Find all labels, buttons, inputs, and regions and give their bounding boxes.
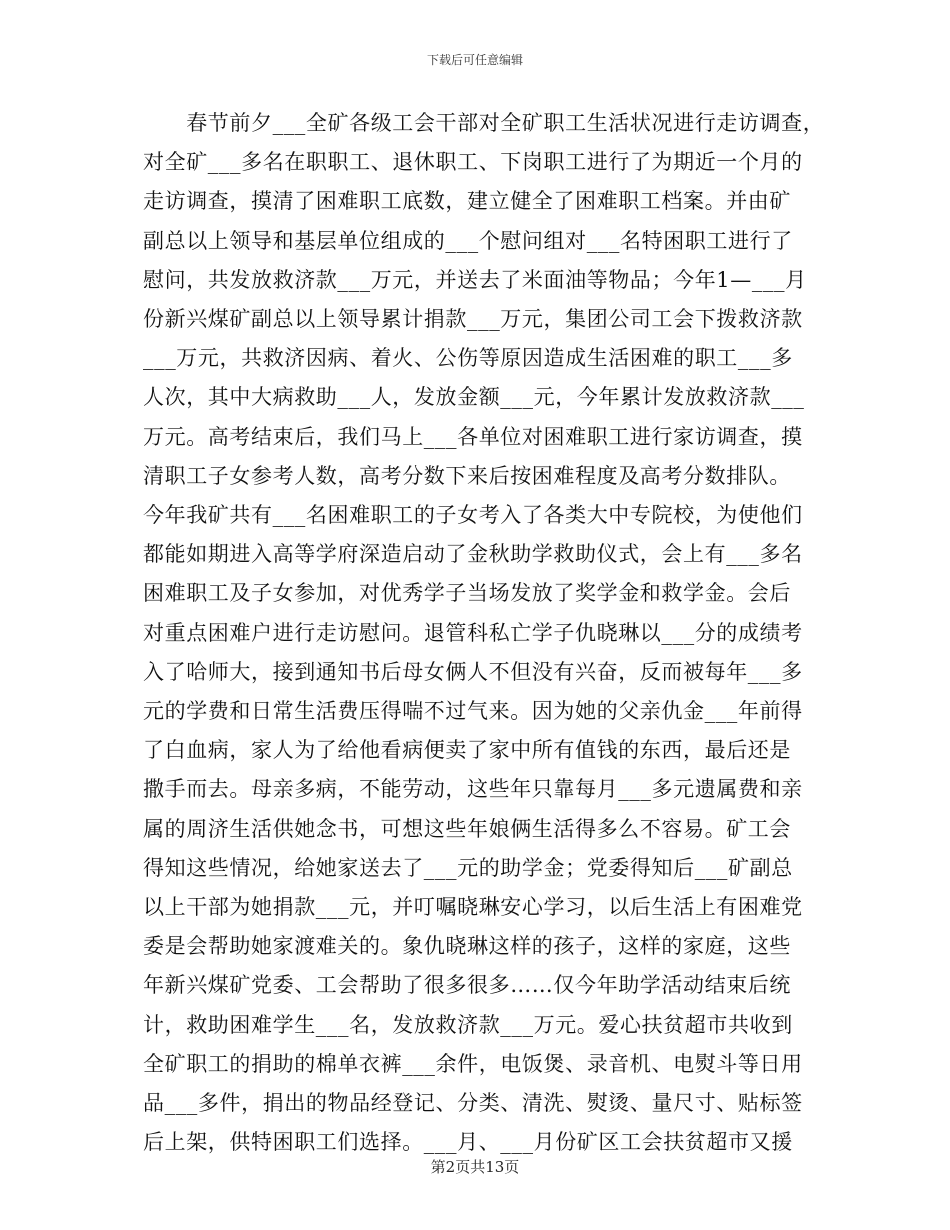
- text-line: 人次，其中大病救助___人，发放金额___元，今年累计发放救济款___: [143, 385, 805, 410]
- text-line: 委是会帮助她家渡难关的。象仇晓琳这样的孩子，这样的家庭，这些: [143, 934, 791, 959]
- text-line: 清职工子女参考人数，高考分数下来后按困难程度及高考分数排队。: [143, 463, 791, 488]
- text-line: 品___多件，捐出的物品经登记、分类、清洗、熨烫、量尺寸、贴标签: [143, 1091, 803, 1116]
- page-number-footer: 第2页共13页: [430, 1158, 520, 1176]
- text-line: 了白血病，家人为了给他看病便卖了家中所有值钱的东西，最后还是: [143, 738, 791, 763]
- text-line: 份新兴煤矿副总以上领导累计捐款___万元，集团公司工会下拨救济款: [143, 307, 803, 332]
- text-line: 撒手而去。母亲多病，不能劳动，这些年只靠每月___多元遗属费和亲: [143, 777, 803, 802]
- text-line: 以上干部为她捐款___元，并叮嘱晓琳安心学习，以后生活上有困难党: [143, 895, 803, 920]
- text-line: 年新兴煤矿党委、工会帮助了很多很多……仅今年助学活动结束后统: [143, 973, 791, 998]
- text-line: 慰问，共发放救济款___万元，并送去了米面油等物品；今年1—___月: [143, 267, 807, 292]
- text-line: 春节前夕___全矿各级工会干部对全矿职工生活状况进行走访调查，: [143, 111, 825, 135]
- text-line: 对重点困难户进行走访慰问。退管科私亡学子仇晓琳以___分的成绩考: [143, 620, 803, 645]
- text-line: 元的学费和日常生活费压得喘不过气来。因为她的父亲仇金___年前得: [143, 699, 803, 724]
- text-line: 得知这些情况，给她家送去了___元的助学金；党委得知后___矿副总: [143, 855, 793, 880]
- text-line: 万元。高考结束后，我们马上___各单位对困难职工进行家访调查，摸: [143, 424, 803, 449]
- text-line: 全矿职工的捐助的棉单衣裤___余件，电饭煲、录音机、电熨斗等日用: [143, 1051, 803, 1076]
- text-line: 后上架，供特困职工们选择。___月、___月份矿区工会扶贫超市又援: [143, 1130, 793, 1155]
- text-line: ___万元，共救济因病、着火、公伤等原因造成生活困难的职工___多: [143, 346, 793, 371]
- text-line: 计，救助困难学生___名，发放救济款___万元。爱心扶贫超市共收到: [143, 1012, 793, 1037]
- text-line: 属的周济生活供她念书，可想这些年娘俩生活得多么不容易。矿工会: [143, 816, 791, 841]
- text-line: 副总以上领导和基层单位组成的___个慰问组对___名特困职工进行了: [143, 228, 793, 253]
- text-line: 困难职工及子女参加，对优秀学子当场发放了奖学金和救学金。会后: [143, 581, 791, 606]
- text-line: 今年我矿共有___名困难职工的子女考入了各类大中专院校，为使他们: [143, 503, 803, 528]
- text-line: 入了哈师大，接到通知书后母女俩人不但没有兴奋，反而被每年___多: [143, 659, 803, 684]
- text-line: 走访调查，摸清了困难职工底数，建立健全了困难职工档案。并由矿: [143, 189, 791, 214]
- text-line: 对全矿___多名在职职工、退休职工、下岗职工进行了为期近一个月的: [143, 150, 803, 175]
- text-line: 都能如期进入高等学府深造启动了金秋助学救助仪式，会上有___多名: [143, 542, 803, 567]
- body-text: [143, 104, 825, 1162]
- page-header: 下载后可任意编辑: [426, 53, 523, 67]
